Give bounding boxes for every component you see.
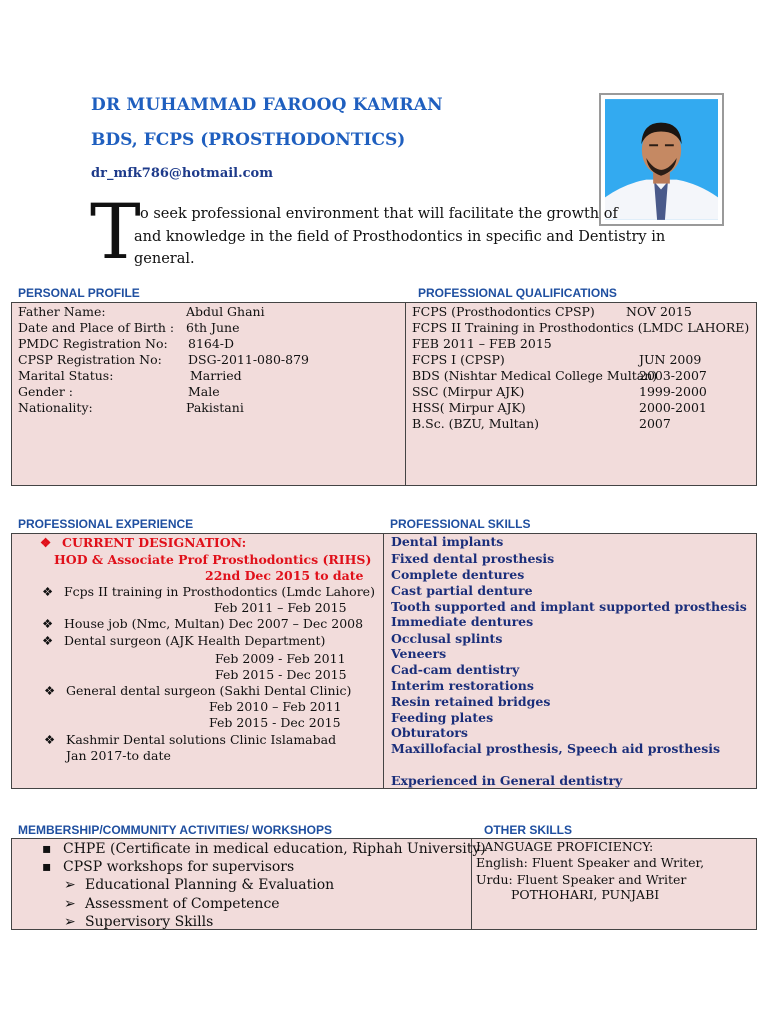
membership-cpsp: CPSP workshops for supervisors [63,859,295,875]
bullet-arrow-icon: ➢ [64,896,76,912]
membership-other-box [11,838,757,930]
bullet-diamond-icon: ❖ [44,683,56,698]
skill-item: Immediate dentures [391,614,534,629]
personal-label-gender: Gender : [18,384,73,399]
experience-gs-date-2: Feb 2015 - Dec 2015 [209,715,341,730]
skill-item: Interim restorations [391,678,534,693]
qualification-date: JUN 2009 [639,352,702,367]
qualification-date: 2000-2001 [639,400,707,415]
qualification-name: FCPS I (CPSP) [412,352,505,367]
skill-item: Dental implants [391,534,504,549]
skill-item: Tooth supported and implant supported prosthesis [391,599,747,614]
personal-label-marital: Marital Status: [18,368,114,383]
candidate-name: DR MUHAMMAD FAROOQ KAMRAN [91,95,443,115]
personal-value-birth: 6th June [186,320,240,335]
current-designation-date: 22nd Dec 2015 to date [205,568,364,583]
experience-general-surgeon: General dental surgeon (Sakhi Dental Clinic) [66,683,352,698]
personal-value-father: Abdul Ghani [186,304,265,319]
objective-initial: T [90,187,141,276]
bullet-diamond-icon: ❖ [42,633,54,648]
qualifications-heading: PROFESSIONAL QUALIFICATIONS [418,286,617,300]
workshop-item: Assessment of Competence [85,896,280,912]
language-other: POTHOHARI, PUNJABI [511,887,660,902]
skill-item: Resin retained bridges [391,694,551,709]
experience-skills-box [11,533,757,789]
current-designation-label: CURRENT DESIGNATION: [62,535,247,550]
personal-value-cpsp: DSG-2011-080-879 [188,352,310,367]
language-urdu: Urdu: Fluent Speaker and Writer [476,872,687,887]
skill-item: Obturators [391,725,468,740]
experience-fcps: Fcps II training in Prosthodontics (Lmdc Lahore) [64,584,375,599]
skill-item: Fixed dental prosthesis [391,551,555,566]
membership-heading: MEMBERSHIP/COMMUNITY ACTIVITIES/ WORKSHOPS [18,823,333,837]
personal-value-marital: Married [190,368,242,383]
candidate-degree: BDS, FCPS (PROSTHODONTICS) [91,130,406,150]
candidate-email[interactable]: dr_mfk786@hotmail.com [91,166,273,181]
skill-item: Feeding plates [391,710,494,725]
personal-label-birth: Date and Place of Birth : [18,320,175,335]
skill-item: Cad-cam dentistry [391,662,520,677]
objective-line-2: and knowledge in the field of Prosthodontics in specific and Dentistry in [134,229,666,245]
skill-item: Complete dentures [391,567,525,582]
qualification-name: HSS( Mirpur AJK) [412,400,526,415]
qualification-name: B.Sc. (BZU, Multan) [412,416,540,431]
bullet-arrow-icon: ➢ [64,877,76,893]
bullet-diamond-icon: ❖ [42,584,54,599]
personal-label-pmdc: PMDC Registration No: [18,336,168,351]
personal-value-pmdc: 8164-D [188,336,235,351]
personal-label-father: Father Name: [18,304,106,319]
profile-photo-image [605,99,718,220]
objective-line-1: o seek professional environment that will facilitate the growth of [140,206,618,222]
skill-item: Cast partial denture [391,583,533,598]
language-proficiency-title: LANGUAGE PROFICIENCY: [476,839,654,854]
profile-divider [405,303,406,485]
bullet-diamond-icon: ❖ [40,535,52,550]
experience-dental-surgeon: Dental surgeon (AJK Health Department) [64,633,326,648]
objective-line-3: general. [134,251,195,267]
workshop-item: Educational Planning & Evaluation [85,877,335,893]
bullet-arrow-icon: ➢ [64,914,76,930]
experience-house-job: House job (Nmc, Multan) Dec 2007 – Dec 2008 [64,616,364,631]
language-english: English: Fluent Speaker and Writer, [476,855,705,870]
experience-heading: PROFESSIONAL EXPERIENCE [18,517,194,531]
personal-value-gender: Male [188,384,220,399]
skill-item: Veneers [391,646,447,661]
qualification-name: SSC (Mirpur AJK) [412,384,525,399]
experience-ds-date-1: Feb 2009 - Feb 2011 [215,651,346,666]
qualification-name: FCPS II Training in Prosthodontics (LMDC LAHORE) [412,320,750,335]
skill-item: Maxillofacial prosthesis, Speech aid prosthesis [391,741,721,756]
profile-qualifications-box [11,302,757,486]
qualification-name: FEB 2011 – FEB 2015 [412,336,552,351]
skill-item: Occlusal splints [391,631,503,646]
bullet-square-icon: ▪ [42,841,52,857]
personal-value-nationality: Pakistani [186,400,244,415]
other-skills-heading: OTHER SKILLS [484,823,573,837]
experience-gs-date-1: Feb 2010 – Feb 2011 [209,699,342,714]
skills-heading: PROFESSIONAL SKILLS [390,517,531,531]
bullet-diamond-icon: ❖ [42,616,54,631]
personal-label-nationality: Nationality: [18,400,93,415]
current-designation-title: HOD & Associate Prof Prosthodontics (RIHS) [54,552,372,567]
bullet-square-icon: ▪ [42,859,52,875]
workshop-item: Supervisory Skills [85,914,214,930]
qualification-name: BDS (Nishtar Medical College Multan) [412,368,658,383]
bullet-diamond-icon: ❖ [44,732,56,747]
experience-divider [383,534,384,788]
personal-profile-heading: PERSONAL PROFILE [18,286,140,300]
experience-fcps-date: Feb 2011 – Feb 2015 [214,600,347,615]
experience-ds-date-2: Feb 2015 - Dec 2015 [215,667,347,682]
experience-kashmir-date: Jan 2017-to date [66,748,171,763]
membership-chpe: CHPE (Certificate in medical education, Riphah University) [63,841,486,857]
qualification-date: 1999-2000 [639,384,707,399]
skill-item: Experienced in General dentistry [391,773,623,788]
qualification-date: NOV 2015 [626,304,692,319]
qualification-name: FCPS (Prosthodontics CPSP) [412,304,595,319]
qualification-date: 2003-2007 [639,368,707,383]
qualification-date: 2007 [639,416,671,431]
experience-kashmir: Kashmir Dental solutions Clinic Islamabad [66,732,337,747]
personal-label-cpsp: CPSP Registration No: [18,352,162,367]
